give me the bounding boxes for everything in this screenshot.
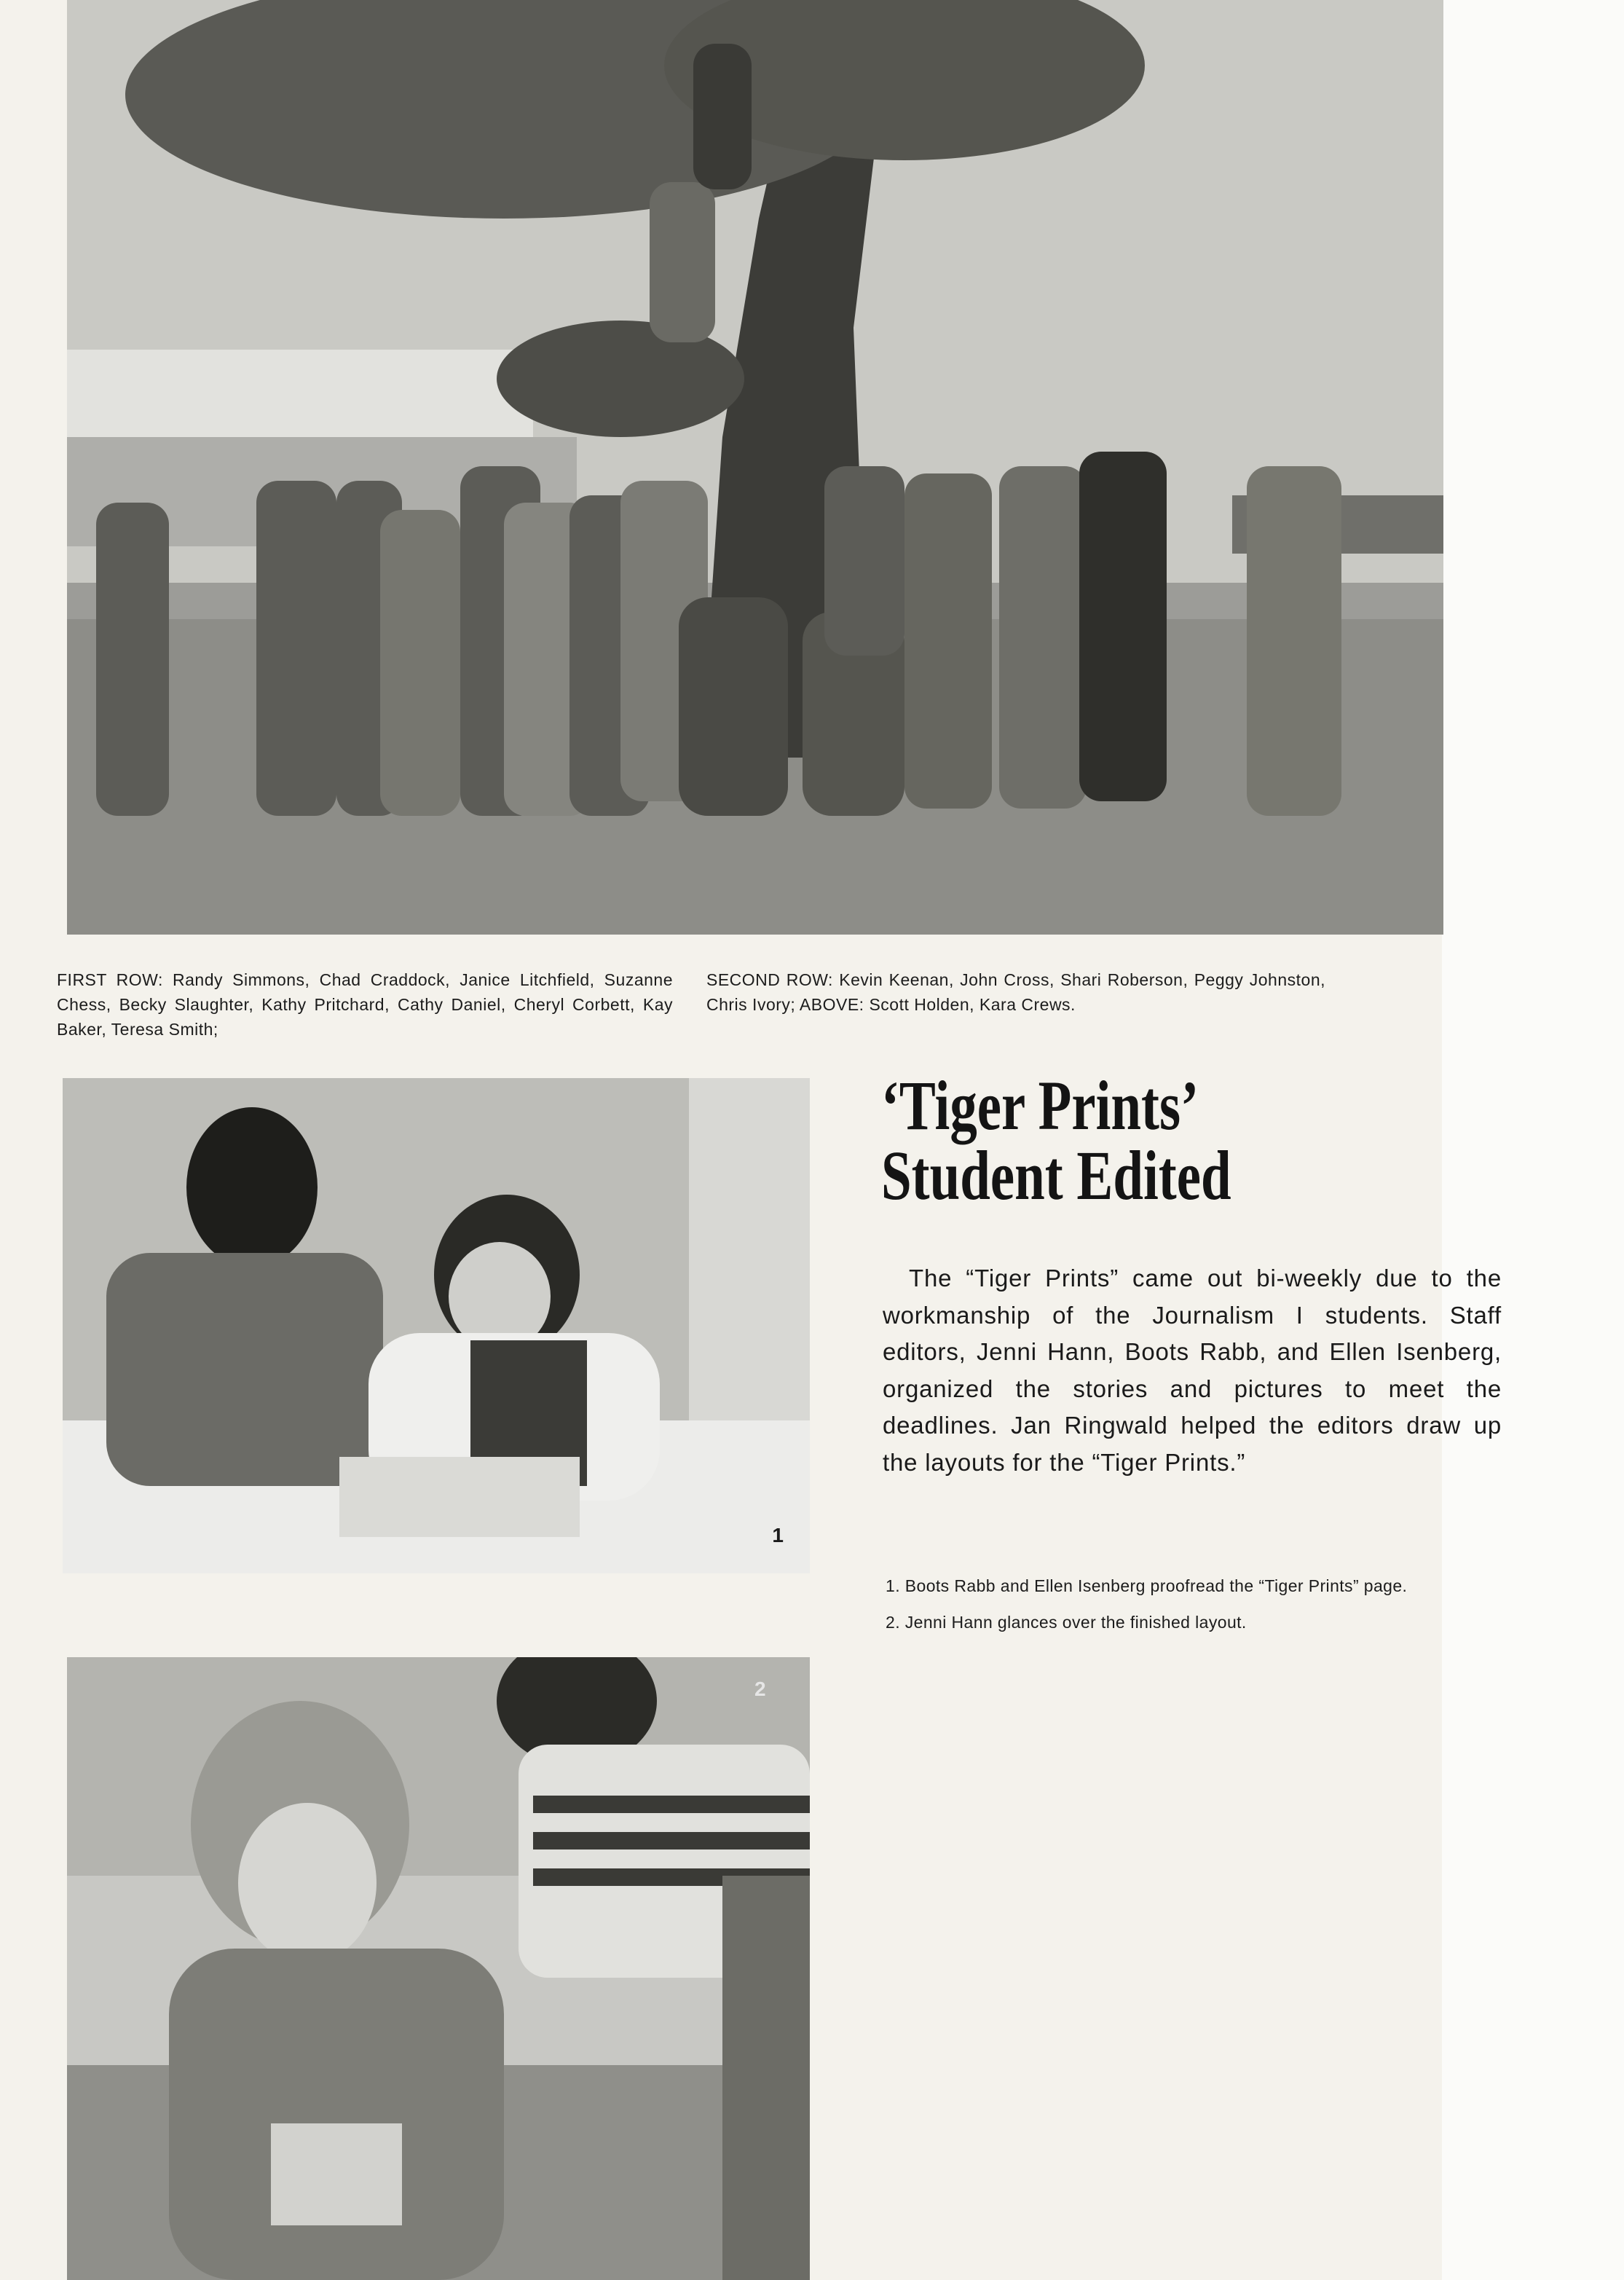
photo-1-number: 1 — [772, 1524, 784, 1546]
article-body: The “Tiger Prints” came out bi-weekly due to the workmanship of the Journalism I students. Staff editors, Jenni Hann, Boots Rabb, and Ellen Isenberg, organized the stories and pictures to meet the deadlines. Jan Ringwald helped the editors draw up the layouts for the “Tiger Prints.” — [883, 1265, 1502, 1476]
page-edge — [1442, 0, 1624, 2280]
article-headline — [881, 1066, 1392, 1214]
group-caption-first-row: FIRST ROW: Randy Simmons, Chad Craddock, Janice Litchfield, Suzanne Chess, Becky Slaughter, Kathy Pritchard, Cathy Daniel, Cheryl Corbett, Kay Baker, Teresa Smith; — [57, 970, 673, 1039]
photo-captions — [886, 1573, 1502, 1646]
headline-line-1: ‘Tiger Prints’ — [881, 1066, 1199, 1144]
group-caption-second-row: SECOND ROW: Kevin Keenan, John Cross, Shari Roberson, Peggy Johnston, Chris Ivory; ABOVE: Scott Holden, Kara Crews. — [706, 970, 1325, 1014]
photo-caption-1: 1. Boots Rabb and Ellen Isenberg proofread the “Tiger Prints” page. — [886, 1576, 1408, 1595]
headline-line-2: Student Edited — [881, 1136, 1231, 1214]
photo-2-number: 2 — [754, 1678, 766, 1700]
group-photo — [67, 0, 1443, 935]
photo-2 — [67, 1657, 810, 2280]
photo-1 — [63, 1078, 810, 1573]
photo-caption-2: 2. Jenni Hann glances over the finished layout. — [886, 1613, 1247, 1632]
